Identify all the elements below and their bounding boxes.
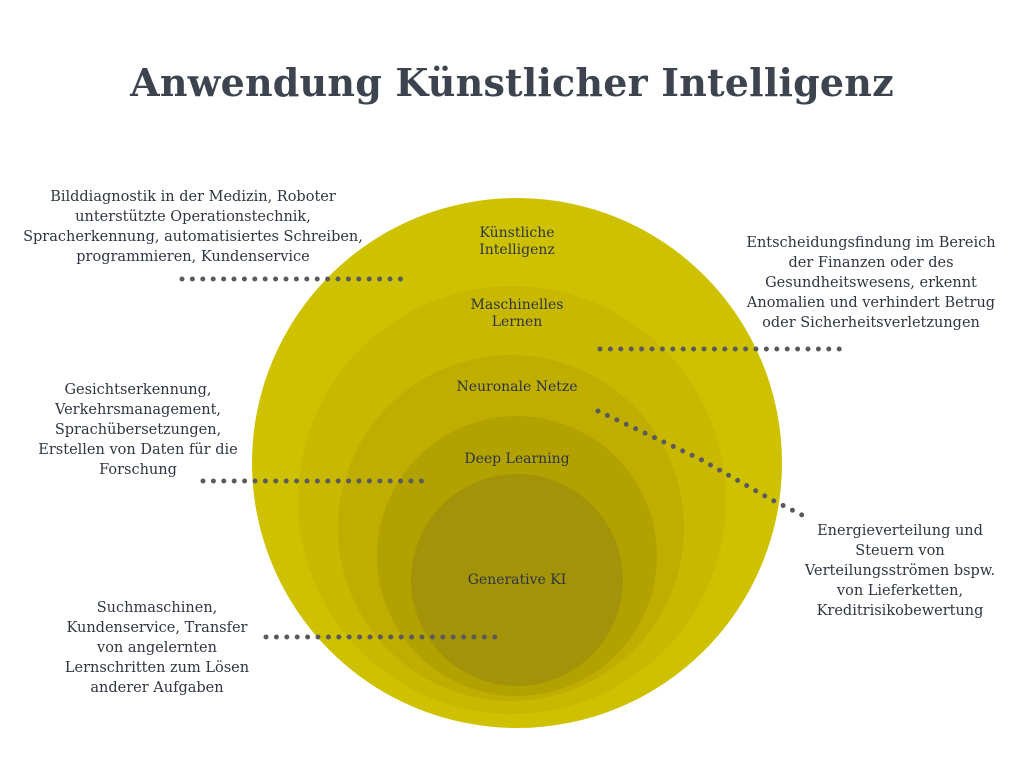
layer-label-deep-learning: Deep Learning	[464, 451, 570, 467]
annotation-neuronale-netze: Energieverteilung und Steuern von Verteilungsströmen bspw. von Lieferketten, Kreditrisikobewertung	[804, 523, 996, 619]
layer-label-neuronale-netze: Neuronale Netze	[456, 379, 578, 395]
page-title: Anwendung Künstlicher Intelligenz	[130, 60, 894, 105]
annotation-deep-learning: Gesichtserkennung, Verkehrsmanagement, Sprachübersetzungen, Erstellen von Daten für die Forschung	[38, 382, 238, 478]
layer-label-maschinelles-lernen: Maschinelles Lernen	[470, 297, 564, 330]
annotation-maschinelles-lernen: Entscheidungsfindung im Bereich der Finanzen oder des Gesundheitswesens, erkennt Anomalien und verhindert Betrug oder Sicherheitsverletzungen	[746, 235, 996, 331]
layer-label-generative-ki: Generative KI	[467, 572, 567, 588]
annotation-kuenstliche-intelligenz: Bilddiagnostik in der Medizin, Roboter unterstützte Operationstechnik, Spracherkennung, automatisiertes Schreiben, programmieren, Kundenservice	[23, 189, 363, 265]
layer-label-kuenstliche-intelligenz: Künstliche Intelligenz	[479, 225, 555, 258]
annotation-generative-ki: Suchmaschinen, Kundenservice, Transfer von angelernten Lernschritten zum Lösen anderer Aufgaben	[64, 600, 250, 696]
